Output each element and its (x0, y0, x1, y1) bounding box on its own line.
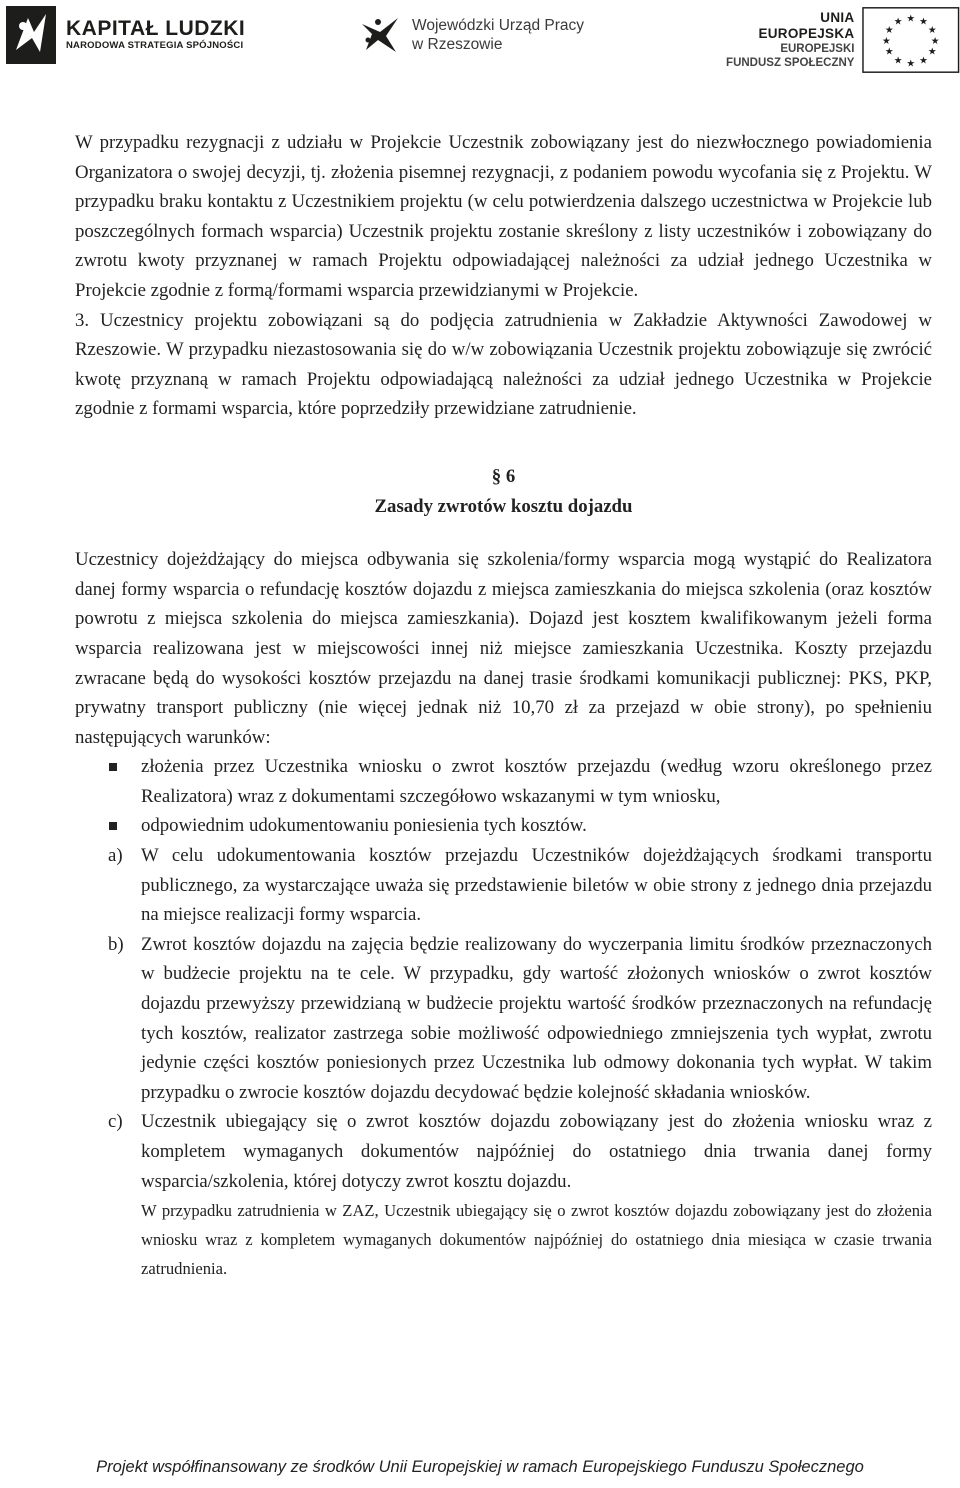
wup-line-1: Wojewódzki Urząd Pracy (412, 17, 584, 34)
paragraph-employment: 3. Uczestnicy projektu zobowiązani są do podjęcia zatrudnienia w Zakładzie Aktywności Zawodowej w Rzeszowie. W przypadku niezastosowania się do w/w zobowiązania Uczestnik projektu zobowiązuje się zwrócić kwotę przyznaną w ramach Projektu odpowiadającą należności za udział jednego Uczestnika w Projekcie zgodnie z formami wsparcia, które poprzedziły przewidziane zatrudnienie. (75, 309, 932, 420)
svg-text:★: ★ (931, 35, 940, 47)
list-item (75, 1107, 932, 1283)
paragraph-travel-costs: Uczestnicy dojeżdżający do miejsca odbywania się szkolenia/formy wsparcia mogą wystąpić do Realizatora danej formy wsparcia o refundację kosztów dojazdu z miejsca zamieszkania do miejsca szkolenia (oraz kosztów powrotu z miejsca szkolenia do miejsca zamieszkania). Dojazd jest kosztem kwalifikowanym jeżeli forma wsparcia realizowana jest w miejscowości innej niż miejsce zamieszkania Uczestnika. Koszty przejazdu zwracane będą do wysokości kosztów przejazdu na danej trasie środkami komunikacji publicznej: PKS, PKP, prywatny transport publiczny (nie więcej jednak niż 10,70 zł za przejazd w obie strony), po spełnieniu następujących warunków: (75, 549, 932, 748)
svg-text:★: ★ (894, 16, 903, 28)
svg-text:★: ★ (906, 58, 916, 70)
list-item-text: złożenia przez Uczestnika wniosku o zwrot kosztów przejazdu (według wzoru określonego przez Realizatora) wraz z dokumentami szczegółowo wskazanymi w tym wniosku, (141, 756, 932, 807)
list-item (75, 841, 932, 930)
svg-text:★: ★ (906, 13, 916, 25)
section-number: § 6 (491, 465, 516, 487)
list-item (75, 811, 932, 841)
lettered-list (75, 841, 932, 1283)
section-title: Zasady zwrotów kosztu dojazdu (374, 495, 633, 517)
eu-flag-icon (862, 6, 960, 74)
kapital-ludzki-logo (6, 6, 245, 64)
svg-text:★: ★ (885, 46, 895, 58)
svg-text:★: ★ (894, 55, 903, 67)
kl-subtitle: NARODOWA STRATEGIA SPÓJNOŚCI (66, 40, 244, 51)
list-letter: c) (108, 1111, 123, 1133)
square-bullet-icon (109, 763, 117, 771)
svg-text:★: ★ (928, 46, 938, 58)
list-item (75, 752, 932, 811)
conditions-list (75, 752, 932, 841)
list-item-text: odpowiednim udokumentowaniu poniesienia tych kosztów. (141, 815, 587, 837)
list-letter: a) (108, 845, 123, 867)
list-letter: b) (108, 933, 124, 955)
ue-line-1: UNIA EUROPEJSKA (758, 10, 855, 41)
paragraph-resignation: W przypadku rezygnacji z udziału w Projekcie Uczestnik zobowiązany jest do niezwłocznego powiadomienia Organizatora o swojej decyzji, tj. złożenia pisemnej rezygnacji, z podaniem powodu wycofania się z Projektu. W przypadku braku kontaktu z Uczestnikiem projektu (w celu potwierdzenia dalszego uczestnictwa w Projekcie lub poszczególnych formach wsparcia) Uczestnik projektu zostanie skreślony z listy uczestników i zobowiązany do zwrotu kwoty przyznanej w ramach Projektu odpowiadającej należności za udział jednego Uczestnika w Projekcie zgodnie z formą/formami wsparcia przewidzianymi w Projekcie. (75, 132, 932, 301)
square-bullet-icon (109, 822, 117, 830)
wup-bird-icon (358, 14, 402, 56)
ue-line-2: EUROPEJSKI (780, 43, 855, 55)
svg-text:★: ★ (885, 25, 895, 37)
list-item-note: W przypadku zatrudnienia w ZAZ, Uczestnik ubiegający się o zwrot kosztów dojazdu zobowiązany jest do złożenia wniosku wraz z kompletem wymaganych dokumentów najpóźniej do ostatniego dnia miesiąca w czasie trwania zatrudnienia. (141, 1201, 932, 1279)
page-footer: Projekt współfinansowany ze środków Unii Europejskiej w ramach Europejskiego Funduszu Społecznego (96, 1458, 864, 1476)
page-header (0, 0, 960, 90)
list-item-text: Uczestnik ubiegający się o zwrot kosztów dojazdu zobowiązany jest do złożenia wniosku wraz z kompletem wymaganych dokumentów najpóźniej do ostatniego dnia trwania danej formy wsparcia/szkolenia, której dotyczy zwrot kosztu dojazdu. (141, 1111, 932, 1192)
kapital-ludzki-emblem-icon (6, 6, 56, 64)
svg-text:★: ★ (928, 25, 938, 37)
list-item (75, 930, 932, 1108)
document-body (75, 128, 932, 1283)
ue-line-3: FUNDUSZ SPOŁECZNY (726, 57, 855, 69)
wup-line-2: w Rzeszowie (412, 36, 503, 53)
wup-logo (358, 14, 584, 56)
kl-title: KAPITAŁ LUDZKI (66, 17, 246, 40)
ue-logo (724, 6, 960, 74)
svg-text:★: ★ (882, 35, 892, 47)
svg-text:★: ★ (919, 16, 929, 28)
list-item-text: Zwrot kosztów dojazdu na zajęcia będzie realizowany do wyczerpania limitu środków przeznaczonych w budżecie projektu na te cele. W przypadku, gdy wartość złożonych wniosków o zwrot kosztów dojazdu przewyższy przewidzianą w budżecie projektu wartość środków przeznaczonych na refundację tych kosztów, realizator zastrzega sobie możliwość odpowiedniego zmniejszenia tych wypłat, zwrotu jedynie części kosztów poniesionych przez Uczestnika lub odmowy dokonania tych wypłat. W takim przypadku o zwrocie kosztów dojazdu decydować będzie kolejność składania wniosków. (141, 933, 932, 1103)
svg-text:★: ★ (919, 55, 929, 67)
list-item-text: W celu udokumentowania kosztów przejazdu Uczestników dojeżdżających środkami transportu publicznego, za wystarczające uważa się przedstawienie biletów w obie strony z jednego dnia przejazdu na miejsce realizacji formy wsparcia. (141, 845, 932, 926)
